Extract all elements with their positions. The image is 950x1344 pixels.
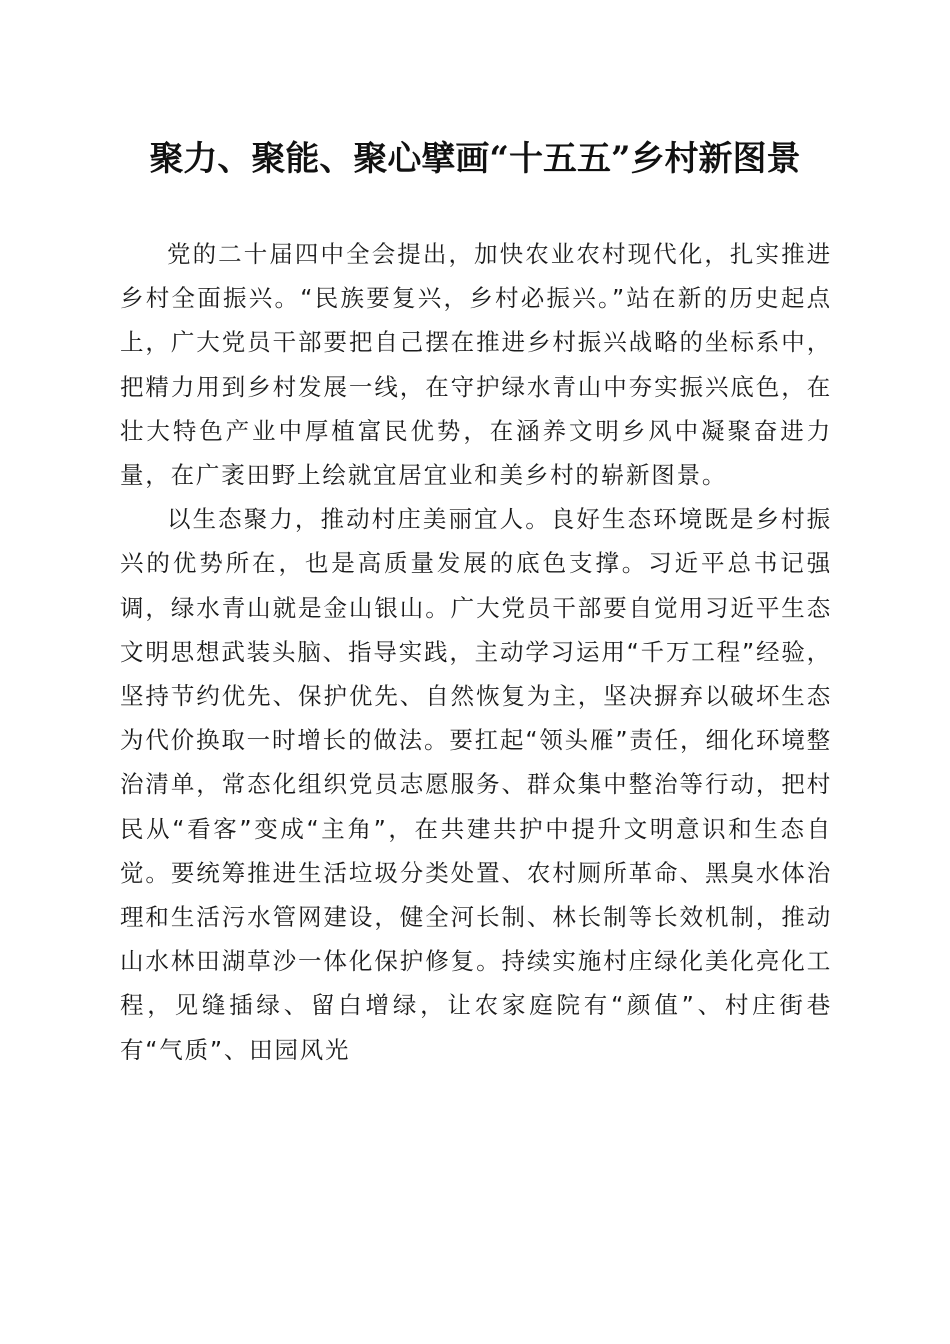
paragraph-2: 以生态聚力，推动村庄美丽宜人。良好生态环境既是乡村振兴的优势所在，也是高质量发展的底色支撑。习近平总书记强调，绿水青山就是金山银山。广大党员干部要自觉用习近平生态文明思想武装头脑、指导实践，主动学习运用“千万工程”经验，坚持节约优先、保护优先、自然恢复为主，坚决摒弃以破坏生态为代价换取一时增长的做法。要扛起“领头雁”责任，细化环境整治清单，常态化组织党员志愿服务、群众集中整治等行动，把村民从“看客”变成“主角”，在共建共护中提升文明意识和生态自觉。要统筹推进生活垃圾分类处置、农村厕所革命、黑臭水体治理和生活污水管网建设，健全河长制、林长制等长效机制，推动山水林田湖草沙一体化保护修复。持续实施村庄绿化美化亮化工程，见缝插绿、留白增绿，让农家庭院有“颜值”、村庄街巷有“气质”、田园风光 — [120, 505, 832, 1064]
document-title: 聚力、聚能、聚心擘画“十五五”乡村新图景 — [149, 139, 801, 179]
document-body — [120, 232, 832, 1072]
paragraph-1: 党的二十届四中全会提出，加快农业农村现代化，扎实推进乡村全面振兴。“民族要复兴，乡村必振兴。”站在新的历史起点上，广大党员干部要把自己摆在推进乡村振兴战略的坐标系中，把精力用到乡村发展一线，在守护绿水青山中夯实振兴底色，在壮大特色产业中厚植富民优势，在涵养文明乡风中凝聚奋进力量，在广袤田野上绘就宜居宜业和美乡村的崭新图景。 — [120, 240, 832, 490]
